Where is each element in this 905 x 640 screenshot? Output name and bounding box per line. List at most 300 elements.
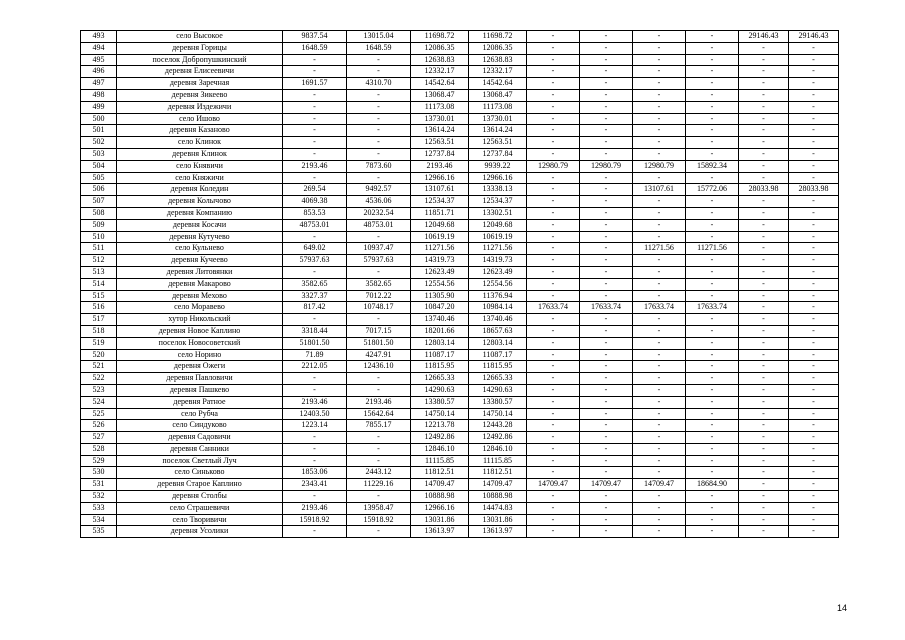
value-cell: 17633.74 [527, 302, 580, 314]
value-cell: - [633, 255, 686, 267]
row-number-cell: 502 [81, 137, 117, 149]
value-cell: - [527, 396, 580, 408]
value-cell: 14709.47 [580, 479, 633, 491]
value-cell: - [527, 54, 580, 66]
table-row [81, 361, 839, 373]
value-cell: 13031.86 [469, 514, 527, 526]
value-cell: - [739, 66, 789, 78]
value-cell: - [347, 384, 411, 396]
value-cell: - [789, 514, 839, 526]
value-cell: - [789, 137, 839, 149]
value-cell: 17633.74 [580, 302, 633, 314]
value-cell: 12623.49 [411, 266, 469, 278]
table-row [81, 349, 839, 361]
value-cell: - [527, 384, 580, 396]
row-number-cell: 507 [81, 196, 117, 208]
value-cell: - [283, 113, 347, 125]
value-cell: - [580, 349, 633, 361]
settlement-name-cell: село Кульнево [117, 243, 283, 255]
value-cell: 28033.98 [789, 184, 839, 196]
value-cell: - [739, 54, 789, 66]
value-cell: - [686, 432, 739, 444]
value-cell: - [739, 266, 789, 278]
value-cell: 7017.15 [347, 325, 411, 337]
value-cell: - [527, 443, 580, 455]
table-row [81, 207, 839, 219]
value-cell: 14750.14 [469, 408, 527, 420]
value-cell: 649.02 [283, 243, 347, 255]
table-row [81, 526, 839, 538]
value-cell: 12803.14 [469, 337, 527, 349]
value-cell: 13740.46 [469, 314, 527, 326]
value-cell: - [347, 373, 411, 385]
settlement-name-cell: деревня Горицы [117, 42, 283, 54]
value-cell: - [686, 420, 739, 432]
value-cell: - [739, 479, 789, 491]
value-cell: 9492.57 [347, 184, 411, 196]
value-cell: - [633, 231, 686, 243]
value-cell: 12213.78 [411, 420, 469, 432]
value-cell: - [580, 467, 633, 479]
value-cell: - [580, 420, 633, 432]
value-cell: 12966.16 [411, 172, 469, 184]
table-row [81, 66, 839, 78]
value-cell: - [739, 337, 789, 349]
settlement-name-cell: село Страшевичи [117, 502, 283, 514]
settlement-name-cell: поселок Добропушкинский [117, 54, 283, 66]
row-number-cell: 499 [81, 101, 117, 113]
value-cell: - [283, 101, 347, 113]
row-number-cell: 508 [81, 207, 117, 219]
value-cell: - [283, 526, 347, 538]
settlement-name-cell: деревня Усолики [117, 526, 283, 538]
value-cell: - [686, 78, 739, 90]
value-cell: 13107.61 [411, 184, 469, 196]
value-cell: 12980.79 [633, 160, 686, 172]
value-cell: 11229.16 [347, 479, 411, 491]
table-row [81, 196, 839, 208]
table-row [81, 54, 839, 66]
value-cell: - [789, 408, 839, 420]
value-cell: 14319.73 [469, 255, 527, 267]
value-cell: - [283, 54, 347, 66]
table-row [81, 325, 839, 337]
value-cell: 817.42 [283, 302, 347, 314]
settlement-name-cell: деревня Зикеево [117, 89, 283, 101]
value-cell: 51801.50 [283, 337, 347, 349]
value-cell: - [739, 125, 789, 137]
settlement-name-cell: деревня Санники [117, 443, 283, 455]
settlement-name-cell: село Ишово [117, 113, 283, 125]
table-row [81, 243, 839, 255]
value-cell: - [633, 455, 686, 467]
row-number-cell: 526 [81, 420, 117, 432]
table-row [81, 337, 839, 349]
value-cell: 10619.19 [469, 231, 527, 243]
value-cell: - [347, 172, 411, 184]
value-cell: 13614.24 [469, 125, 527, 137]
value-cell: 29146.43 [789, 31, 839, 43]
value-cell: - [527, 337, 580, 349]
value-cell: - [633, 172, 686, 184]
value-cell: - [283, 66, 347, 78]
value-cell: 12403.50 [283, 408, 347, 420]
value-cell: - [527, 467, 580, 479]
value-cell: 12554.56 [469, 278, 527, 290]
value-cell: 13015.04 [347, 31, 411, 43]
settlement-name-cell: деревня Новое Каплино [117, 325, 283, 337]
value-cell: 12737.84 [411, 148, 469, 160]
value-cell: - [283, 384, 347, 396]
value-cell: 13302.51 [469, 207, 527, 219]
value-cell: 15918.92 [283, 514, 347, 526]
value-cell: - [527, 184, 580, 196]
value-cell: 10984.14 [469, 302, 527, 314]
value-cell: - [527, 420, 580, 432]
value-cell: 48753.01 [347, 219, 411, 231]
value-cell: - [633, 101, 686, 113]
row-number-cell: 515 [81, 290, 117, 302]
value-cell: - [686, 384, 739, 396]
value-cell: - [739, 396, 789, 408]
value-cell: - [739, 148, 789, 160]
value-cell: 3582.65 [347, 278, 411, 290]
value-cell: - [789, 491, 839, 503]
value-cell: - [686, 54, 739, 66]
value-cell: - [633, 78, 686, 90]
row-number-cell: 501 [81, 125, 117, 137]
value-cell: - [739, 314, 789, 326]
value-cell: - [739, 502, 789, 514]
row-number-cell: 495 [81, 54, 117, 66]
table-row [81, 302, 839, 314]
value-cell: 12332.17 [469, 66, 527, 78]
value-cell: 11271.56 [633, 243, 686, 255]
value-cell: - [789, 502, 839, 514]
value-cell: - [527, 148, 580, 160]
value-cell: - [633, 361, 686, 373]
row-number-cell: 512 [81, 255, 117, 267]
value-cell: - [527, 373, 580, 385]
value-cell: - [686, 113, 739, 125]
value-cell: - [580, 266, 633, 278]
row-number-cell: 530 [81, 467, 117, 479]
row-number-cell: 494 [81, 42, 117, 54]
table-row [81, 184, 839, 196]
value-cell: - [633, 137, 686, 149]
value-cell: - [580, 443, 633, 455]
value-cell: 12086.35 [469, 42, 527, 54]
row-number-cell: 504 [81, 160, 117, 172]
value-cell: - [789, 172, 839, 184]
value-cell: 2343.41 [283, 479, 347, 491]
value-cell: - [739, 349, 789, 361]
value-cell: - [580, 432, 633, 444]
row-number-cell: 498 [81, 89, 117, 101]
value-cell: - [739, 455, 789, 467]
value-cell: - [527, 502, 580, 514]
value-cell: - [580, 89, 633, 101]
value-cell: 14709.47 [527, 479, 580, 491]
value-cell: 10888.98 [469, 491, 527, 503]
settlement-name-cell: село Синдуково [117, 420, 283, 432]
value-cell: - [527, 361, 580, 373]
value-cell: - [633, 89, 686, 101]
value-cell: - [527, 42, 580, 54]
row-number-cell: 500 [81, 113, 117, 125]
value-cell: 11698.72 [469, 31, 527, 43]
page-number: 14 [836, 603, 847, 613]
table-row [81, 160, 839, 172]
value-cell: 15892.34 [686, 160, 739, 172]
value-cell: - [686, 207, 739, 219]
settlement-name-cell: деревня Садовичи [117, 432, 283, 444]
value-cell: - [347, 231, 411, 243]
row-number-cell: 509 [81, 219, 117, 231]
value-cell: 10619.19 [411, 231, 469, 243]
value-cell: 13730.01 [411, 113, 469, 125]
value-cell: 12492.86 [469, 432, 527, 444]
table-row [81, 113, 839, 125]
value-cell: 71.89 [283, 349, 347, 361]
value-cell: - [633, 196, 686, 208]
value-cell: - [347, 137, 411, 149]
value-cell: 18684.90 [686, 479, 739, 491]
table-row [81, 101, 839, 113]
row-number-cell: 535 [81, 526, 117, 538]
value-cell: - [633, 337, 686, 349]
value-cell: - [789, 66, 839, 78]
value-cell: - [633, 31, 686, 43]
value-cell: - [789, 42, 839, 54]
value-cell: 13613.97 [469, 526, 527, 538]
value-cell: - [527, 314, 580, 326]
value-cell: 12980.79 [580, 160, 633, 172]
value-cell: 11173.08 [469, 101, 527, 113]
settlement-name-cell: деревня Пашкево [117, 384, 283, 396]
value-cell: 51801.50 [347, 337, 411, 349]
value-cell: - [527, 243, 580, 255]
settlement-name-cell: деревня Ожеги [117, 361, 283, 373]
value-cell: - [580, 231, 633, 243]
value-cell: - [789, 266, 839, 278]
value-cell: - [527, 137, 580, 149]
value-cell: 12563.51 [411, 137, 469, 149]
value-cell: - [686, 337, 739, 349]
value-cell: - [739, 42, 789, 54]
value-cell: 12534.37 [411, 196, 469, 208]
table-row [81, 78, 839, 90]
value-cell: - [789, 302, 839, 314]
value-cell: 12563.51 [469, 137, 527, 149]
value-cell: 7873.60 [347, 160, 411, 172]
value-cell: 2193.46 [283, 160, 347, 172]
value-cell: - [789, 325, 839, 337]
value-cell: - [580, 337, 633, 349]
value-cell: - [580, 278, 633, 290]
value-cell: 13730.01 [469, 113, 527, 125]
row-number-cell: 525 [81, 408, 117, 420]
value-cell: - [633, 278, 686, 290]
table-row [81, 219, 839, 231]
value-cell: - [686, 526, 739, 538]
value-cell: - [633, 314, 686, 326]
value-cell: - [686, 66, 739, 78]
value-cell: - [283, 89, 347, 101]
value-cell: - [347, 113, 411, 125]
value-cell: - [283, 172, 347, 184]
table-row [81, 373, 839, 385]
settlement-name-cell: село Клинок [117, 137, 283, 149]
value-cell: 1223.14 [283, 420, 347, 432]
value-cell: - [633, 54, 686, 66]
value-cell: 12534.37 [469, 196, 527, 208]
value-cell: 14709.47 [469, 479, 527, 491]
row-number-cell: 503 [81, 148, 117, 160]
value-cell: 11271.56 [686, 243, 739, 255]
row-number-cell: 516 [81, 302, 117, 314]
value-cell: - [789, 255, 839, 267]
value-cell: - [580, 325, 633, 337]
value-cell: - [527, 514, 580, 526]
value-cell: - [633, 514, 686, 526]
table-row [81, 231, 839, 243]
value-cell: 1648.59 [283, 42, 347, 54]
value-cell: - [633, 502, 686, 514]
value-cell: - [686, 314, 739, 326]
value-cell: - [527, 172, 580, 184]
settlement-name-cell: деревня Казаново [117, 125, 283, 137]
value-cell: 12846.10 [469, 443, 527, 455]
value-cell: - [739, 432, 789, 444]
settlement-name-cell: деревня Литовянки [117, 266, 283, 278]
document-page [80, 30, 838, 538]
value-cell: - [686, 502, 739, 514]
table-row [81, 432, 839, 444]
settlement-name-cell: село Творивичи [117, 514, 283, 526]
value-cell: - [580, 255, 633, 267]
value-cell: - [739, 172, 789, 184]
value-cell: - [527, 219, 580, 231]
settlement-name-cell: деревня Коледин [117, 184, 283, 196]
value-cell: - [580, 31, 633, 43]
value-cell: - [789, 196, 839, 208]
row-number-cell: 532 [81, 491, 117, 503]
value-cell: - [686, 101, 739, 113]
table-row [81, 396, 839, 408]
value-cell: - [789, 78, 839, 90]
value-cell: 10748.17 [347, 302, 411, 314]
value-cell: - [633, 373, 686, 385]
value-cell: 2193.46 [347, 396, 411, 408]
value-cell: 12332.17 [411, 66, 469, 78]
value-cell: 14709.47 [411, 479, 469, 491]
value-cell: 17633.74 [633, 302, 686, 314]
value-cell: - [739, 443, 789, 455]
value-cell: 13068.47 [469, 89, 527, 101]
value-cell: - [633, 349, 686, 361]
value-cell: - [527, 349, 580, 361]
row-number-cell: 506 [81, 184, 117, 196]
value-cell: - [633, 42, 686, 54]
value-cell: 12443.28 [469, 420, 527, 432]
value-cell: 18657.63 [469, 325, 527, 337]
value-cell: - [580, 184, 633, 196]
value-cell: - [283, 314, 347, 326]
value-cell: 11271.56 [411, 243, 469, 255]
table-row [81, 148, 839, 160]
value-cell: 11851.71 [411, 207, 469, 219]
value-cell: 1853.06 [283, 467, 347, 479]
value-cell: - [580, 502, 633, 514]
value-cell: - [580, 290, 633, 302]
value-cell: - [580, 148, 633, 160]
value-cell: 11812.51 [411, 467, 469, 479]
value-cell: - [283, 432, 347, 444]
value-cell: - [739, 89, 789, 101]
value-cell: - [283, 137, 347, 149]
value-cell: - [686, 125, 739, 137]
value-cell: - [633, 396, 686, 408]
value-cell: 12492.86 [411, 432, 469, 444]
value-cell: - [686, 514, 739, 526]
value-cell: 11173.08 [411, 101, 469, 113]
row-number-cell: 523 [81, 384, 117, 396]
value-cell: 12554.56 [411, 278, 469, 290]
value-cell: 12803.14 [411, 337, 469, 349]
value-cell: 3582.65 [283, 278, 347, 290]
value-cell: 14709.47 [633, 479, 686, 491]
value-cell: - [789, 373, 839, 385]
value-cell: - [527, 66, 580, 78]
value-cell: - [347, 526, 411, 538]
value-cell: - [739, 408, 789, 420]
value-cell: - [686, 455, 739, 467]
settlement-name-cell: хутор Никольский [117, 314, 283, 326]
value-cell: 13068.47 [411, 89, 469, 101]
table-row [81, 443, 839, 455]
value-cell: - [686, 349, 739, 361]
value-cell: 29146.43 [739, 31, 789, 43]
value-cell: - [580, 243, 633, 255]
value-cell: - [789, 160, 839, 172]
value-cell: - [686, 31, 739, 43]
value-cell: 11271.56 [469, 243, 527, 255]
value-cell: 2193.46 [283, 396, 347, 408]
value-cell: - [527, 89, 580, 101]
value-cell: - [739, 160, 789, 172]
value-cell: 18201.66 [411, 325, 469, 337]
value-cell: - [739, 491, 789, 503]
value-cell: - [283, 125, 347, 137]
value-cell: 11087.17 [411, 349, 469, 361]
table-row [81, 125, 839, 137]
value-cell: - [739, 526, 789, 538]
value-cell: - [789, 148, 839, 160]
value-cell: - [347, 66, 411, 78]
value-cell: - [633, 266, 686, 278]
settlement-name-cell: деревня Старое Каплино [117, 479, 283, 491]
value-cell: - [580, 373, 633, 385]
value-cell: 853.53 [283, 207, 347, 219]
value-cell: 12623.49 [469, 266, 527, 278]
value-cell: - [347, 314, 411, 326]
row-number-cell: 529 [81, 455, 117, 467]
value-cell: - [686, 231, 739, 243]
value-cell: 14542.64 [411, 78, 469, 90]
value-cell: - [580, 42, 633, 54]
value-cell: 7855.17 [347, 420, 411, 432]
